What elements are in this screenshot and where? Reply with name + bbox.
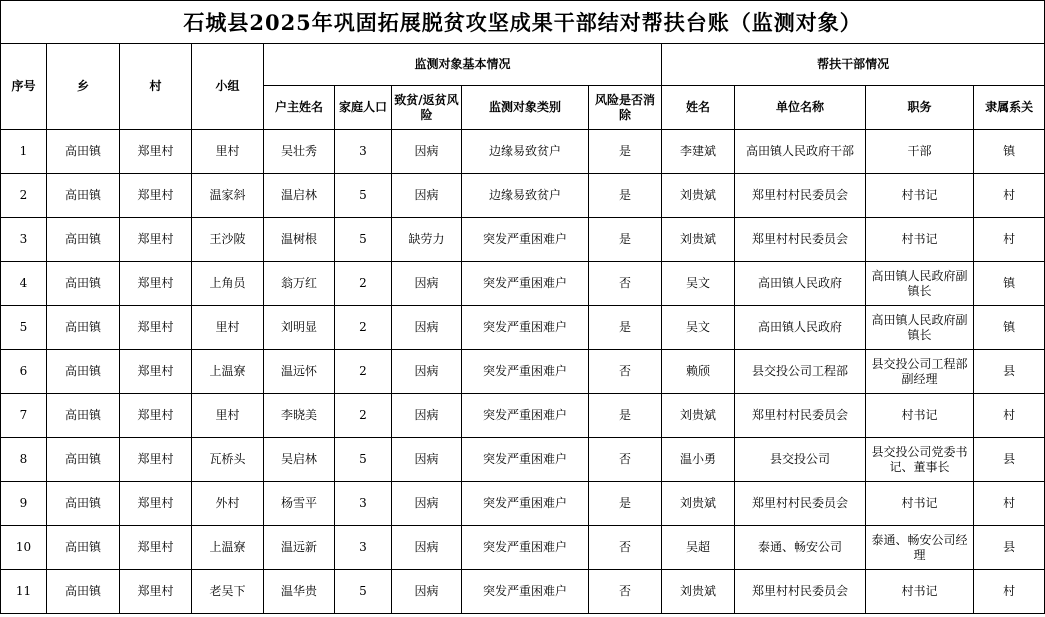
cell-township: 高田镇 <box>47 306 120 350</box>
cell-householder: 温启林 <box>264 174 335 218</box>
cell-affiliation: 县 <box>974 526 1045 570</box>
cell-category: 突发严重困难户 <box>462 218 589 262</box>
cell-risk: 因病 <box>392 174 462 218</box>
cell-householder: 温华贵 <box>264 570 335 614</box>
cell-group: 温家斜 <box>192 174 264 218</box>
cell-village: 郑里村 <box>120 218 192 262</box>
cell-cadre-name: 刘贵斌 <box>662 570 735 614</box>
cell-group: 上温寮 <box>192 350 264 394</box>
cell-township: 高田镇 <box>47 570 120 614</box>
cell-householder: 吴启林 <box>264 438 335 482</box>
cell-cadre-name: 李建斌 <box>662 130 735 174</box>
table-row <box>1 350 1045 394</box>
cell-householder: 李晓美 <box>264 394 335 438</box>
cell-township: 高田镇 <box>47 526 120 570</box>
cell-affiliation: 镇 <box>974 306 1045 350</box>
cell-category: 突发严重困难户 <box>462 350 589 394</box>
cell-township: 高田镇 <box>47 438 120 482</box>
cell-village: 郑里村 <box>120 130 192 174</box>
cell-category: 突发严重困难户 <box>462 438 589 482</box>
cell-householder: 刘明显 <box>264 306 335 350</box>
cell-cadre-name: 吴文 <box>662 262 735 306</box>
col-header-unit: 单位名称 <box>735 86 866 130</box>
cell-village: 郑里村 <box>120 438 192 482</box>
cell-position: 县交投公司工程部副经理 <box>866 350 974 394</box>
cell-family-size: 3 <box>335 526 392 570</box>
cell-seq: 7 <box>1 394 47 438</box>
cell-affiliation: 县 <box>974 350 1045 394</box>
cell-eliminated: 是 <box>589 130 662 174</box>
table-row <box>1 174 1045 218</box>
cell-unit: 县交投公司 <box>735 438 866 482</box>
cell-group: 上温寮 <box>192 526 264 570</box>
col-header-village: 村 <box>120 44 192 130</box>
cell-position: 干部 <box>866 130 974 174</box>
cell-unit: 高田镇人民政府 <box>735 306 866 350</box>
cell-risk: 因病 <box>392 306 462 350</box>
cell-eliminated: 否 <box>589 350 662 394</box>
table-row <box>1 526 1045 570</box>
cell-cadre-name: 刘贵斌 <box>662 482 735 526</box>
cell-risk: 因病 <box>392 394 462 438</box>
cell-family-size: 3 <box>335 130 392 174</box>
cell-risk: 因病 <box>392 570 462 614</box>
cell-unit: 郑里村村民委员会 <box>735 394 866 438</box>
cell-householder: 吴壮秀 <box>264 130 335 174</box>
cell-position: 村书记 <box>866 218 974 262</box>
cell-eliminated: 否 <box>589 262 662 306</box>
cell-township: 高田镇 <box>47 130 120 174</box>
cell-township: 高田镇 <box>47 218 120 262</box>
cell-risk: 因病 <box>392 130 462 174</box>
cell-cadre-name: 刘贵斌 <box>662 394 735 438</box>
cell-cadre-name: 吴文 <box>662 306 735 350</box>
cell-affiliation: 村 <box>974 218 1045 262</box>
cell-risk: 因病 <box>392 438 462 482</box>
cell-cadre-name: 吴超 <box>662 526 735 570</box>
cell-township: 高田镇 <box>47 482 120 526</box>
cell-risk: 因病 <box>392 526 462 570</box>
cell-affiliation: 县 <box>974 438 1045 482</box>
cell-eliminated: 否 <box>589 438 662 482</box>
cell-householder: 温树根 <box>264 218 335 262</box>
cell-category: 边缘易致贫户 <box>462 130 589 174</box>
cell-category: 突发严重困难户 <box>462 526 589 570</box>
cell-village: 郑里村 <box>120 394 192 438</box>
cell-village: 郑里村 <box>120 482 192 526</box>
cell-householder: 温远新 <box>264 526 335 570</box>
cell-risk: 因病 <box>392 482 462 526</box>
cell-group: 外村 <box>192 482 264 526</box>
cell-village: 郑里村 <box>120 174 192 218</box>
cell-risk: 因病 <box>392 262 462 306</box>
col-header-family-size: 家庭人口 <box>335 86 392 130</box>
cell-seq: 11 <box>1 570 47 614</box>
cell-position: 高田镇人民政府副镇长 <box>866 262 974 306</box>
cell-family-size: 2 <box>335 262 392 306</box>
cell-affiliation: 村 <box>974 174 1045 218</box>
cell-householder: 翁万红 <box>264 262 335 306</box>
cell-village: 郑里村 <box>120 570 192 614</box>
cell-unit: 泰通、畅安公司 <box>735 526 866 570</box>
table-row <box>1 218 1045 262</box>
cell-family-size: 2 <box>335 394 392 438</box>
col-header-cadre-name: 姓名 <box>662 86 735 130</box>
cell-position: 村书记 <box>866 394 974 438</box>
cell-risk: 因病 <box>392 350 462 394</box>
cell-seq: 8 <box>1 438 47 482</box>
cell-eliminated: 是 <box>589 174 662 218</box>
cell-position: 泰通、畅安公司经理 <box>866 526 974 570</box>
col-header-affiliation: 隶属系关 <box>974 86 1045 130</box>
group-header-basic-info: 监测对象基本情况 <box>264 44 662 86</box>
cell-group: 上角员 <box>192 262 264 306</box>
cell-township: 高田镇 <box>47 174 120 218</box>
col-header-group: 小组 <box>192 44 264 130</box>
cell-affiliation: 镇 <box>974 262 1045 306</box>
cell-family-size: 5 <box>335 570 392 614</box>
cell-family-size: 5 <box>335 174 392 218</box>
table-row <box>1 262 1045 306</box>
cell-cadre-name: 温小勇 <box>662 438 735 482</box>
cell-eliminated: 是 <box>589 306 662 350</box>
cell-affiliation: 村 <box>974 570 1045 614</box>
cell-group: 瓦桥头 <box>192 438 264 482</box>
cell-cadre-name: 刘贵斌 <box>662 174 735 218</box>
cell-group: 王沙陂 <box>192 218 264 262</box>
cell-unit: 县交投公司工程部 <box>735 350 866 394</box>
cell-position: 村书记 <box>866 570 974 614</box>
cell-unit: 郑里村村民委员会 <box>735 482 866 526</box>
cell-eliminated: 否 <box>589 526 662 570</box>
cell-seq: 5 <box>1 306 47 350</box>
group-header-cadre-info: 帮扶干部情况 <box>662 44 1045 86</box>
table-row <box>1 130 1045 174</box>
cell-village: 郑里村 <box>120 350 192 394</box>
table-row <box>1 306 1045 350</box>
cell-seq: 3 <box>1 218 47 262</box>
cell-position: 高田镇人民政府副镇长 <box>866 306 974 350</box>
cell-category: 突发严重困难户 <box>462 394 589 438</box>
cell-category: 突发严重困难户 <box>462 306 589 350</box>
cell-affiliation: 镇 <box>974 130 1045 174</box>
cell-seq: 10 <box>1 526 47 570</box>
cell-village: 郑里村 <box>120 526 192 570</box>
cell-position: 村书记 <box>866 174 974 218</box>
col-header-eliminated: 风险是否消除 <box>589 86 662 130</box>
cell-group: 里村 <box>192 306 264 350</box>
cell-township: 高田镇 <box>47 350 120 394</box>
page-title: 石城县2025年巩固拓展脱贫攻坚成果干部结对帮扶台账（监测对象） <box>1 1 1045 44</box>
col-header-householder: 户主姓名 <box>264 86 335 130</box>
cell-village: 郑里村 <box>120 262 192 306</box>
col-header-risk: 致贫/返贫风险 <box>392 86 462 130</box>
table-row <box>1 438 1045 482</box>
table-row <box>1 394 1045 438</box>
cell-affiliation: 村 <box>974 482 1045 526</box>
cell-eliminated: 是 <box>589 482 662 526</box>
cell-cadre-name: 刘贵斌 <box>662 218 735 262</box>
cell-unit: 高田镇人民政府 <box>735 262 866 306</box>
cell-family-size: 5 <box>335 438 392 482</box>
cell-householder: 温远怀 <box>264 350 335 394</box>
table-row <box>1 570 1045 614</box>
col-header-seq: 序号 <box>1 44 47 130</box>
cell-township: 高田镇 <box>47 394 120 438</box>
cell-group: 老吴下 <box>192 570 264 614</box>
col-header-position: 职务 <box>866 86 974 130</box>
cell-affiliation: 村 <box>974 394 1045 438</box>
cell-township: 高田镇 <box>47 262 120 306</box>
cell-unit: 郑里村村民委员会 <box>735 218 866 262</box>
cell-unit: 高田镇人民政府干部 <box>735 130 866 174</box>
cell-family-size: 2 <box>335 350 392 394</box>
cell-category: 突发严重困难户 <box>462 482 589 526</box>
col-header-township: 乡 <box>47 44 120 130</box>
cell-position: 村书记 <box>866 482 974 526</box>
cell-group: 里村 <box>192 130 264 174</box>
cell-cadre-name: 赖颀 <box>662 350 735 394</box>
cell-family-size: 5 <box>335 218 392 262</box>
cell-seq: 1 <box>1 130 47 174</box>
cell-unit: 郑里村村民委员会 <box>735 174 866 218</box>
cell-seq: 4 <box>1 262 47 306</box>
col-header-category: 监测对象类别 <box>462 86 589 130</box>
cell-eliminated: 是 <box>589 394 662 438</box>
cell-category: 边缘易致贫户 <box>462 174 589 218</box>
cell-householder: 杨雪平 <box>264 482 335 526</box>
cell-group: 里村 <box>192 394 264 438</box>
cell-risk: 缺劳力 <box>392 218 462 262</box>
cell-category: 突发严重困难户 <box>462 262 589 306</box>
cell-position: 县交投公司党委书记、董事长 <box>866 438 974 482</box>
cell-village: 郑里村 <box>120 306 192 350</box>
cell-family-size: 3 <box>335 482 392 526</box>
cell-eliminated: 是 <box>589 218 662 262</box>
cell-eliminated: 否 <box>589 570 662 614</box>
cell-unit: 郑里村村民委员会 <box>735 570 866 614</box>
table-row <box>1 482 1045 526</box>
cell-seq: 2 <box>1 174 47 218</box>
cell-family-size: 2 <box>335 306 392 350</box>
cell-seq: 6 <box>1 350 47 394</box>
cell-seq: 9 <box>1 482 47 526</box>
cell-category: 突发严重困难户 <box>462 570 589 614</box>
